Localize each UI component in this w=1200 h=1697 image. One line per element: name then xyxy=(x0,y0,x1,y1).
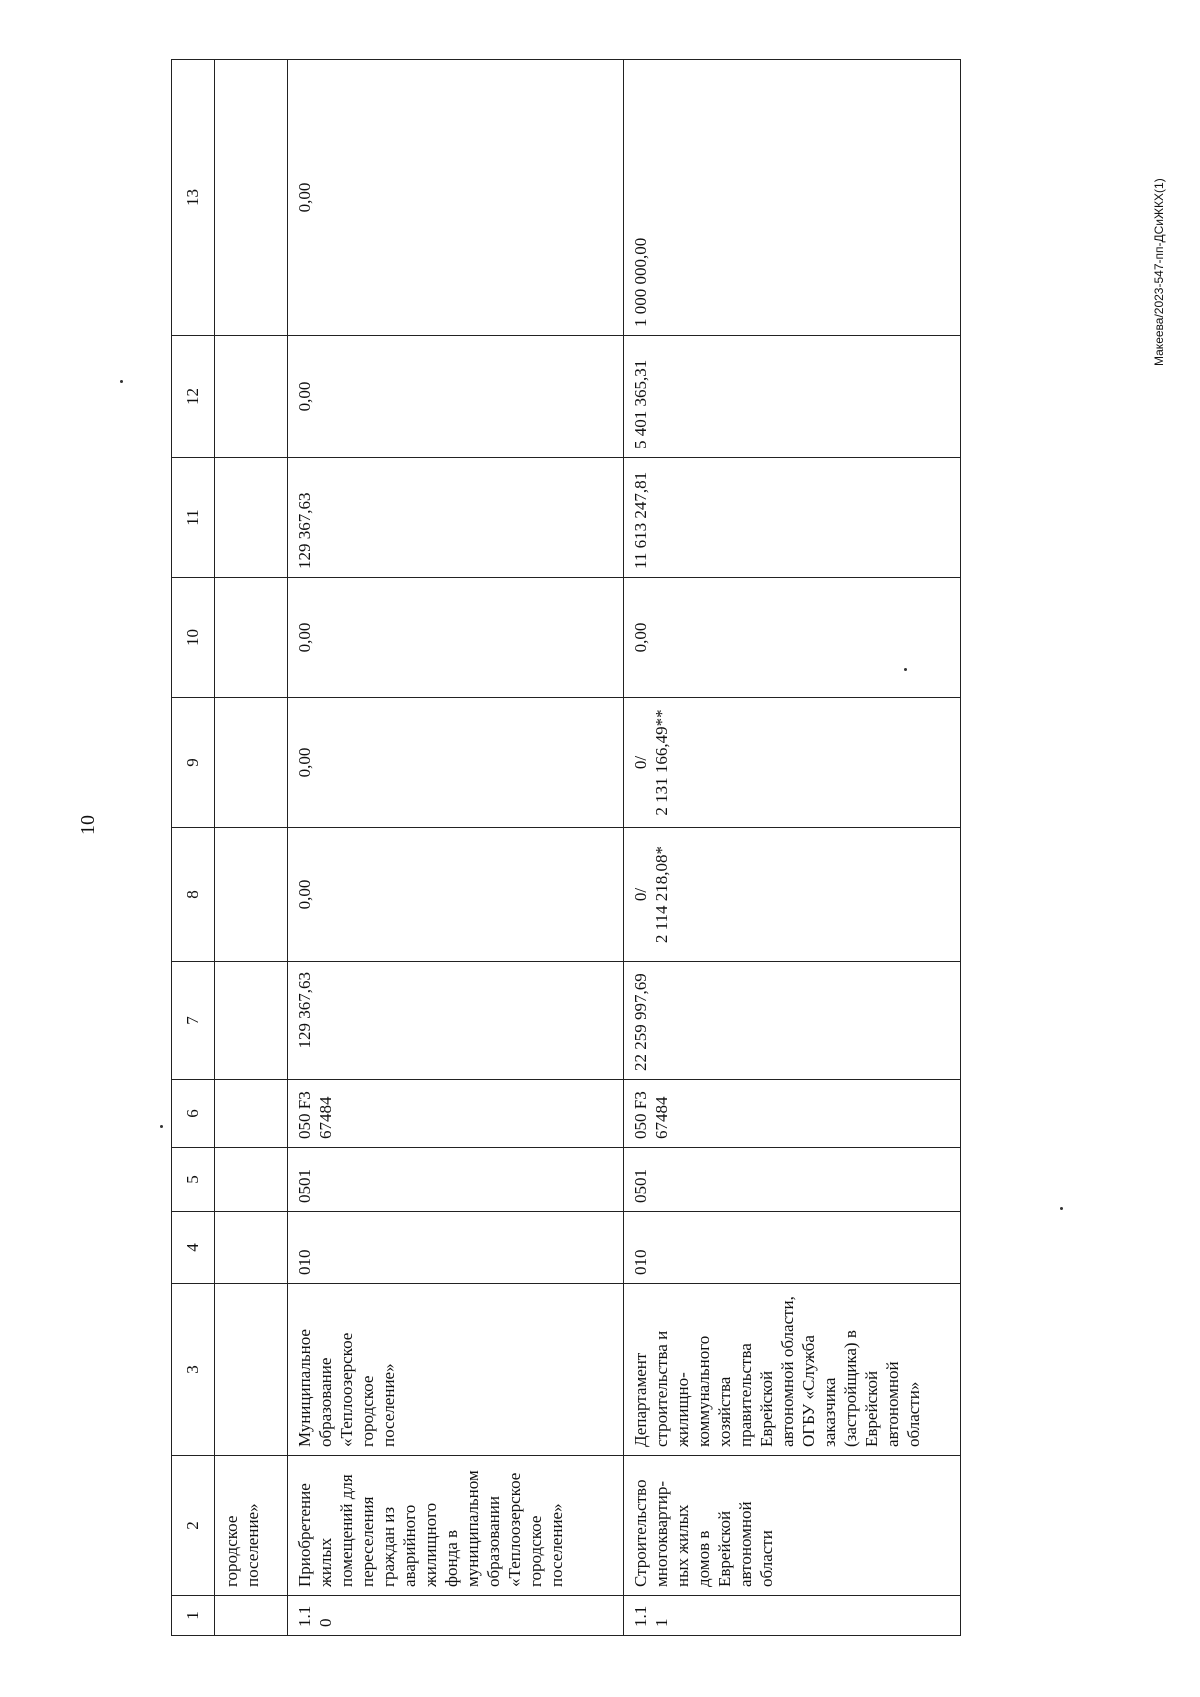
amount-col12: 5 401 365,31 xyxy=(624,336,961,458)
header-row xyxy=(172,60,215,1636)
amount-col9 xyxy=(624,698,961,828)
amount-col12: 0,00 xyxy=(287,336,624,458)
table-row xyxy=(287,60,624,1636)
scan-speck xyxy=(160,1125,163,1128)
amount-total xyxy=(214,962,287,1080)
amount-col9: 0,00 xyxy=(287,698,624,828)
event-name: городское поселение» xyxy=(214,1456,287,1596)
amount-col10: 0,00 xyxy=(624,578,961,698)
amount-col11 xyxy=(214,458,287,578)
amount-col8 xyxy=(214,828,287,962)
header-cell: 11 xyxy=(172,458,215,578)
amount-col11: 11 613 247,81 xyxy=(624,458,961,578)
page-number: 10 xyxy=(77,815,99,835)
executor: Департамент строительства и жилищно-коммунального хозяйства правительства Еврейской автономной области, ОГБУ «Служба заказчика (застройщика) в Еврейской автономной области» xyxy=(624,1284,961,1456)
amount-col9-top: 0/ xyxy=(631,755,651,770)
header-cell: 8 xyxy=(172,828,215,962)
event-name: Строительство многоквартир-ных жилых домов в Еврейской автономной области xyxy=(624,1456,961,1596)
target-article xyxy=(214,1080,287,1148)
target-article: 050 F3 67484 xyxy=(624,1080,961,1148)
header-cell: 4 xyxy=(172,1212,215,1284)
grbs-code xyxy=(214,1212,287,1284)
amount-col13: 1 000 000,00 xyxy=(624,60,961,336)
section-code xyxy=(214,1148,287,1212)
amount-col13: 0,00 xyxy=(287,60,624,336)
grbs-code: 010 xyxy=(624,1212,961,1284)
header-cell: 2 xyxy=(172,1456,215,1596)
budget-table-rotated xyxy=(171,60,961,1636)
amount-col8 xyxy=(624,828,961,962)
amount-col9-bottom: 2 131 166,49** xyxy=(652,709,672,816)
amount-col9 xyxy=(214,698,287,828)
header-cell: 1 xyxy=(172,1596,215,1636)
amount-col8-top: 0/ xyxy=(631,887,651,902)
header-cell: 13 xyxy=(172,60,215,336)
amount-col8: 0,00 xyxy=(287,828,624,962)
amount-col8-bottom: 2 114 218,08* xyxy=(652,845,672,944)
budget-table xyxy=(171,59,961,1636)
table-row xyxy=(624,60,961,1636)
header-cell: 10 xyxy=(172,578,215,698)
executor xyxy=(214,1284,287,1456)
amount-total: 22 259 997,69 xyxy=(624,962,961,1080)
amount-col10: 0,00 xyxy=(287,578,624,698)
amount-col10 xyxy=(214,578,287,698)
section-code: 0501 xyxy=(287,1148,624,1212)
amount-total: 129 367,63 xyxy=(287,962,624,1080)
header-cell: 12 xyxy=(172,336,215,458)
scan-speck xyxy=(120,380,123,383)
table-row xyxy=(214,60,287,1636)
row-number xyxy=(214,1596,287,1636)
scan-speck xyxy=(1060,1207,1063,1210)
row-number: 1.11 xyxy=(624,1596,961,1636)
document-code: Макеева/2023-547-пп-ДСиЖКХ(1) xyxy=(1152,178,1166,366)
amount-col13 xyxy=(214,60,287,336)
row-number: 1.10 xyxy=(287,1596,624,1636)
header-cell: 6 xyxy=(172,1080,215,1148)
header-cell: 9 xyxy=(172,698,215,828)
header-cell: 7 xyxy=(172,962,215,1080)
amount-col12 xyxy=(214,336,287,458)
header-cell: 5 xyxy=(172,1148,215,1212)
executor: Муниципальное образование «Теплоозерское городское поселение» xyxy=(287,1284,624,1456)
header-cell: 3 xyxy=(172,1284,215,1456)
target-article: 050 F3 67484 xyxy=(287,1080,624,1148)
section-code: 0501 xyxy=(624,1148,961,1212)
grbs-code: 010 xyxy=(287,1212,624,1284)
amount-col11: 129 367,63 xyxy=(287,458,624,578)
event-name: Приобретение жилых помещений для переселения граждан из аварийного жилищного фонда в муниципальном образовании «Теплоозерское городское поселение» xyxy=(287,1456,624,1596)
